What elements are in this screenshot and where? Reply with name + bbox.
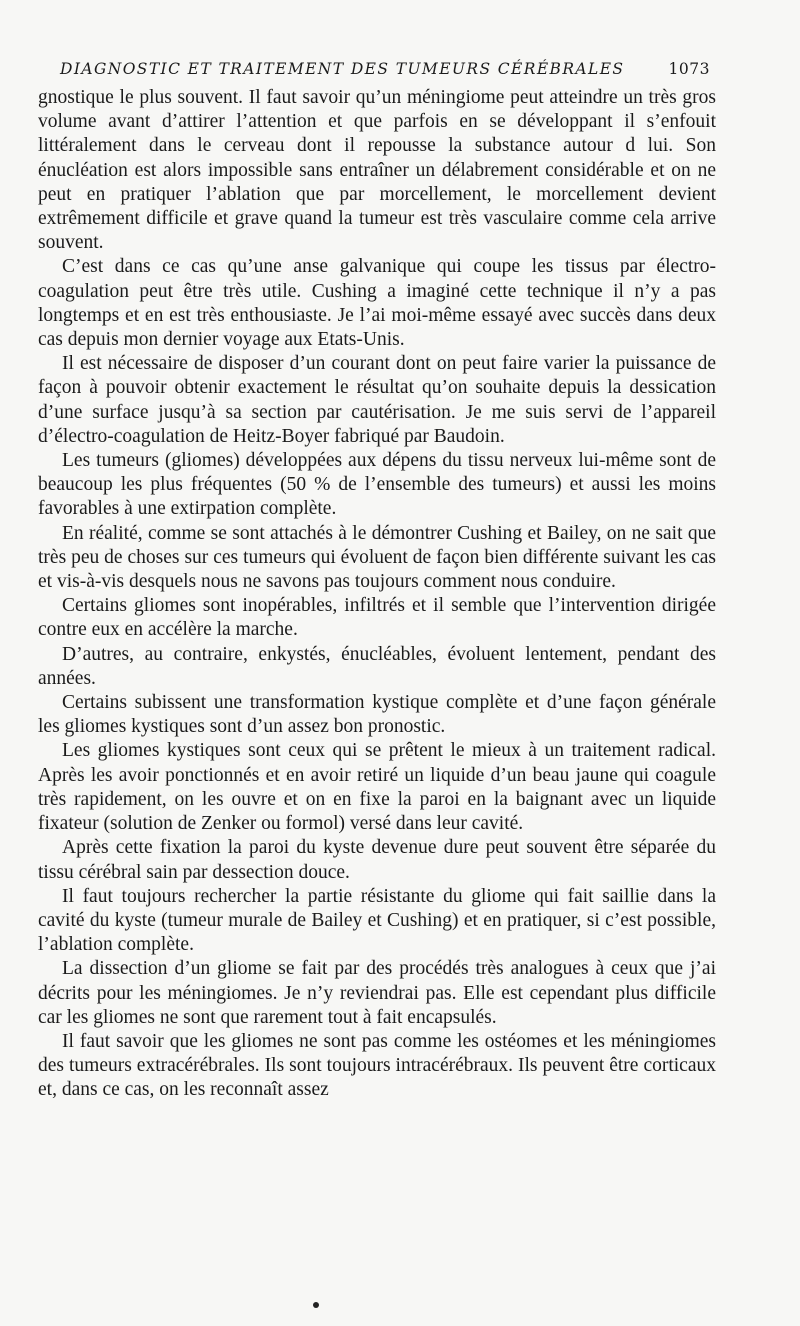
paragraph: Les gliomes kystiques sont ceux qui se prêtent le mieux à un traitement radical. Après les avoir ponctionnés et en avoir retiré un liquide d’un beau jaune qui coagule très rapidement, on les ouvre et on en fixe la paroi en la baignant avec un liquide fixateur (solution de Zenker ou formol) versé dans leur cavité.: [38, 740, 716, 835]
paragraph: Les tumeurs (gliomes) développées aux dépens du tissu nerveux lui-même sont de beaucoup les plus fréquentes (50 % de l’ensemble des tumeurs) et aussi les moins favorables à une extirpation complète.: [38, 450, 716, 520]
paragraph: Il est nécessaire de disposer d’un courant dont on peut faire varier la puissance de façon à pouvoir obtenir exactement le résultat qu’on souhaite depuis la dessication d’une surface jusqu’à sa section par cautérisation. Je me suis servi de l’appareil d’électro-coagulation de Heitz-Boyer fabriqué par Baudoin.: [38, 353, 716, 447]
page-number: 1073: [668, 60, 710, 78]
paragraph: En réalité, comme se sont attachés à le démontrer Cushing et Bailey, on ne sait que très peu de choses sur ces tumeurs qui évoluent de façon bien différente suivant les cas et vis-à-vis desquels nous ne savons pas toujours comment nous conduire.: [38, 522, 716, 593]
running-title: DIAGNOSTIC ET TRAITEMENT DES TUMEURS CÉRÉBRALES: [60, 60, 625, 78]
paragraph: gnostique le plus souvent. Il faut savoir qu’un méningiome peut atteindre un très gros volume avant d’attirer l’attention et que parfois en se développant il s’enfouit littéralement dans le cerveau dont il repousse la substance autour d lui. Son énucléation est alors impossible sans entraîner un délabrement considérable et on ne peut en pratiquer l’ablation que par morcellement, le morcellement devient extrêmement difficile et grave quand la tumeur est très vasculaire comme cela arrive souvent.: [38, 87, 716, 254]
paragraph: La dissection d’un gliome se fait par des procédés très analogues à ceux que j’ai décrits pour les méningiomes. Je n’y reviendrai pas. Elle est cependant plus difficile car les gliomes ne sont que rarement tout à fait encapsulés.: [38, 958, 716, 1028]
body-text: [38, 86, 716, 1103]
running-head: [60, 60, 710, 78]
paragraph: D’autres, au contraire, enkystés, énucléables, évoluent lentement, pendant des années.: [38, 643, 716, 689]
paragraph: Certains subissent une transformation kystique complète et d’une façon générale les gliomes kystiques sont d’un assez bon pronostic.: [38, 692, 716, 738]
paragraph: Il faut toujours rechercher la partie résistante du gliome qui fait saillie dans la cavité du kyste (tumeur murale de Bailey et Cushing) et en pratiquer, si c’est possible, l’ablation complète.: [38, 885, 716, 956]
paragraph: Après cette fixation la paroi du kyste devenue dure peut souvent être séparée du tissu cérébral sain par dessection douce.: [38, 837, 716, 883]
paragraph: Certains gliomes sont inopérables, infiltrés et il semble que l’intervention dirigée contre eux en accélère la marche.: [38, 595, 716, 641]
paragraph: C’est dans ce cas qu’une anse galvanique qui coupe les tissus par électro-coagulation peut être très utile. Cushing a imaginé cette technique il n’y a pas longtemps et en est très enthousiaste. Je l’ai moi-même essayé avec succès dans deux cas depuis mon dernier voyage aux Etats-Unis.: [38, 256, 716, 351]
page-dot-mark: [313, 1302, 319, 1308]
paragraph: Il faut savoir que les gliomes ne sont pas comme les ostéomes et les méningiomes des tumeurs extracérébrales. Ils sont toujours intracérébraux. Ils peuvent être corticaux et, dans ce cas, on les reconnaît assez: [38, 1030, 716, 1101]
